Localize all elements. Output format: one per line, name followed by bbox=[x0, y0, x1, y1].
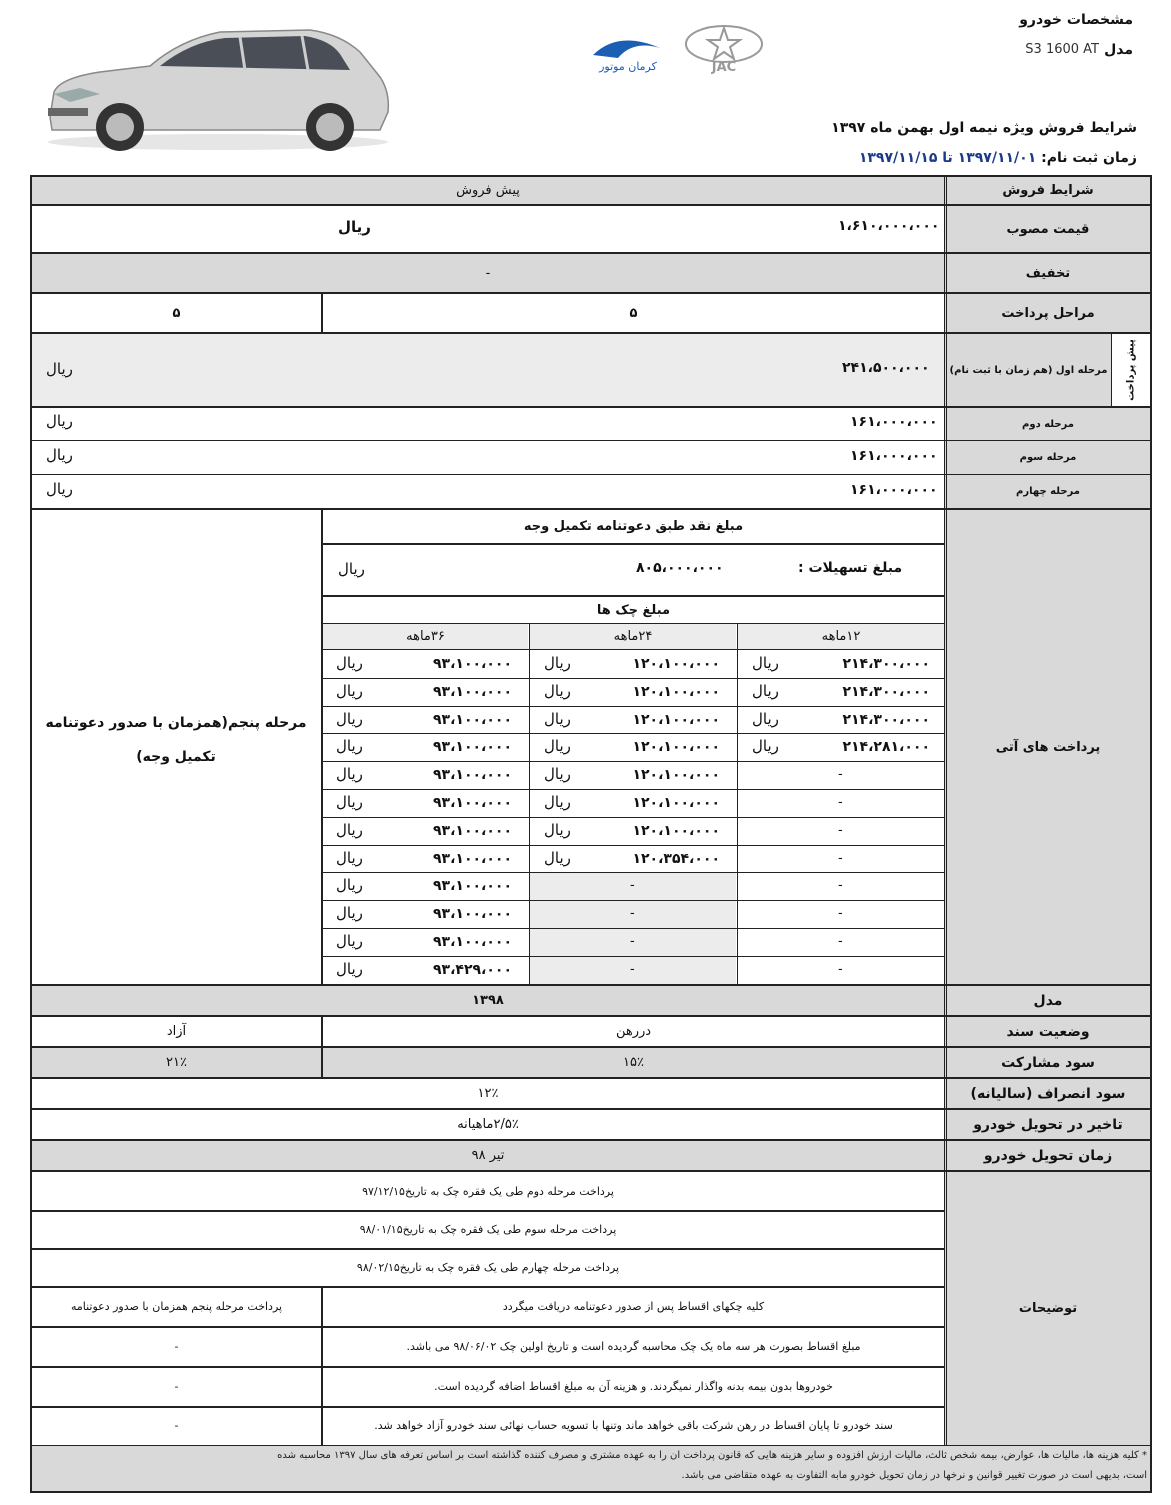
col12-header: ۱۲ماهه bbox=[738, 624, 944, 649]
delay-value: ۲/۵٪ماهیانه bbox=[457, 1117, 519, 1132]
conditions-value: پیش فروش bbox=[32, 177, 944, 204]
prepay-label: پیش پرداخت bbox=[1125, 339, 1137, 401]
check-amount: ۹۳،۱۰۰،۰۰۰ bbox=[433, 767, 512, 784]
check-amount: ۹۳،۱۰۰،۰۰۰ bbox=[433, 850, 512, 867]
stage1-row bbox=[32, 334, 944, 406]
doc-status-a: دررهن bbox=[615, 1024, 652, 1039]
check-amount: ۹۳،۱۰۰،۰۰۰ bbox=[433, 683, 512, 700]
note-side-item: - bbox=[174, 1339, 179, 1353]
check-unit: ریال bbox=[752, 737, 779, 756]
check-amount: ۹۳،۱۰۰،۰۰۰ bbox=[433, 739, 512, 756]
kerman-motor-logo bbox=[588, 30, 668, 75]
check-unit: ریال bbox=[544, 737, 571, 756]
delivery-value: تیر ۹۸ bbox=[32, 1141, 944, 1170]
model-year-label: مدل bbox=[1033, 992, 1063, 1009]
header-title: مشخصات خودرو bbox=[1019, 12, 1133, 28]
check-unit: ریال bbox=[544, 793, 571, 811]
check-amount: ۲۱۴،۲۸۱،۰۰۰ bbox=[842, 739, 930, 756]
price-row bbox=[32, 206, 944, 252]
check-amount: ۹۳،۱۰۰،۰۰۰ bbox=[433, 906, 512, 923]
check-empty: - bbox=[838, 934, 843, 949]
stage2-unit: ریال bbox=[46, 412, 73, 430]
check-unit: ریال bbox=[336, 737, 363, 756]
check-empty: - bbox=[838, 878, 843, 894]
check-empty: - bbox=[838, 850, 843, 866]
check-empty: - bbox=[838, 961, 843, 977]
check-amount: ۱۲۰،۱۰۰،۰۰۰ bbox=[632, 683, 720, 700]
note-item: پرداخت مرحله سوم طی یک فقره چک به تاریخ۹۸/۰۱/۱۵ bbox=[359, 1222, 617, 1236]
model-year-value: ۱۳۹۸ bbox=[32, 986, 944, 1015]
check-amount: ۹۳،۱۰۰،۰۰۰ bbox=[433, 934, 512, 950]
note-item: پرداخت مرحله دوم طی یک فقره چک به تاریخ۹۷/۱۲/۱۵ bbox=[362, 1184, 614, 1198]
stage2-label: مرحله دوم bbox=[1022, 418, 1074, 430]
check-unit: ریال bbox=[336, 876, 363, 895]
check-amount: ۹۳،۴۲۹،۰۰۰ bbox=[433, 961, 512, 978]
note-item: مبلغ اقساط بصورت هر سه ماه یک چک محاسبه گردیده است و تاریخ اولین چک ۹۸/۰۶/۰۲ می باشد. bbox=[406, 1339, 861, 1353]
check-unit: ریال bbox=[336, 932, 363, 950]
check-amount: ۹۳،۱۰۰،۰۰۰ bbox=[433, 878, 512, 895]
stage3-value: ۱۶۱،۰۰۰،۰۰۰ bbox=[850, 448, 938, 464]
check-amount: ۱۲۰،۱۰۰،۰۰۰ bbox=[632, 656, 720, 672]
stage4-value: ۱۶۱،۰۰۰،۰۰۰ bbox=[850, 482, 938, 498]
facility-value: ۸۰۵،۰۰۰،۰۰۰ bbox=[636, 560, 724, 576]
footnote-line1: * کلیه هزینه ها، مالیات ها، عوارض، بیمه شخص ثالث، مالیات ارزش افزوده و سایر هزینه هایی که قانون پرداخت آن را به عهده مشتری و مصرف کننده گذاشته است بر اساس تعرفه های سال ۱۳۹۷ محاسبه شده bbox=[277, 1450, 1147, 1461]
check-empty: - bbox=[630, 961, 635, 977]
check-unit: ریال bbox=[336, 848, 363, 867]
check-amount: ۱۲۰،۱۰۰،۰۰۰ bbox=[632, 822, 720, 839]
check-unit: ریال bbox=[752, 681, 779, 700]
price-label: قیمت مصوب bbox=[1006, 221, 1090, 237]
check-amount: ۲۱۴،۳۰۰،۰۰۰ bbox=[842, 656, 930, 672]
stages-value-b: ۵ bbox=[172, 305, 181, 321]
doc-status-label: وضعیت سند bbox=[1006, 1023, 1090, 1040]
stage1-unit: ریال bbox=[46, 360, 73, 378]
check-unit: ریال bbox=[336, 681, 363, 700]
stage3-label: مرحله سوم bbox=[1019, 452, 1077, 463]
check-unit: ریال bbox=[336, 959, 363, 978]
sale-title: شرایط فروش ویژه نیمه اول بهمن ماه ۱۳۹۷ bbox=[831, 120, 1137, 136]
check-amount: ۹۳،۱۰۰،۰۰۰ bbox=[433, 822, 512, 839]
check-unit: ریال bbox=[336, 709, 363, 728]
check-unit: ریال bbox=[544, 709, 571, 728]
check-unit: ریال bbox=[544, 765, 571, 784]
doc-status-b: آزاد bbox=[166, 1024, 187, 1039]
cash-title: مبلغ نقد طبق دعوتنامه تکمیل وجه bbox=[523, 518, 744, 534]
registration-date: زمان ثبت نام: ۱۳۹۷/۱۱/۰۱ تا ۱۳۹۷/۱۱/۱۵ bbox=[858, 150, 1137, 166]
checks-title: مبلغ چک ها bbox=[596, 602, 671, 618]
check-amount: ۲۱۴،۳۰۰،۰۰۰ bbox=[842, 683, 930, 700]
note-item: کلیه چکهای اقساط پس از صدور دعوتنامه دریافت میگردد bbox=[502, 1299, 765, 1313]
check-amount: ۱۲۰،۱۰۰،۰۰۰ bbox=[632, 767, 720, 784]
check-amount: ۹۳،۱۰۰،۰۰۰ bbox=[433, 711, 512, 728]
check-unit: ریال bbox=[544, 820, 571, 839]
check-amount: ۱۲۰،۱۰۰،۰۰۰ bbox=[632, 711, 720, 728]
check-empty: - bbox=[838, 906, 843, 922]
check-amount: ۱۲۰،۳۵۴،۰۰۰ bbox=[632, 850, 720, 867]
stage1-value: ۲۴۱،۵۰۰،۰۰۰ bbox=[842, 360, 930, 376]
check-unit: ریال bbox=[336, 793, 363, 811]
model-label: مدل bbox=[1104, 42, 1133, 58]
prepay-box bbox=[1112, 334, 1150, 406]
facility-label: مبلغ تسهیلات : bbox=[798, 560, 903, 576]
profit-a: ۱۵٪ bbox=[323, 1048, 944, 1077]
svg-text:کرمان موتور: کرمان موتور bbox=[599, 60, 657, 73]
check-empty: - bbox=[630, 906, 635, 922]
check-unit: ریال bbox=[544, 848, 571, 867]
col24-header: ۲۴ماهه bbox=[530, 624, 736, 649]
note-item: پرداخت مرحله چهارم طی یک فقره چک به تاریخ۹۸/۰۲/۱۵ bbox=[356, 1260, 620, 1274]
stages-label: مراحل پرداخت bbox=[1001, 305, 1095, 321]
check-empty: - bbox=[838, 795, 843, 810]
note-side-item: پرداخت مرحله پنجم همزمان با صدور دعوتنامه bbox=[70, 1299, 283, 1313]
profit-b: ۲۱٪ bbox=[32, 1048, 321, 1077]
notes-label: توضیحات bbox=[1018, 1301, 1078, 1316]
check-unit: ریال bbox=[336, 904, 363, 923]
profit-label: سود مشارکت bbox=[1001, 1054, 1095, 1071]
footnote-line2: است، بدیهی است در صورت تغییر قوانین و نرخها در زمان تحویل خودرو مابه التفاوت به عهده متقاضی می باشد. bbox=[681, 1470, 1147, 1481]
check-amount: ۹۳،۱۰۰،۰۰۰ bbox=[433, 656, 512, 672]
note-item: سند خودرو تا پایان اقساط در رهن شرکت باقی خواهد ماند وتنها با تسویه حساب نهائی سند خودرو آزاد خواهد شد. bbox=[374, 1419, 893, 1432]
discount-label: تخفیف bbox=[1025, 265, 1071, 281]
check-unit: ریال bbox=[752, 654, 779, 672]
check-amount: ۲۱۴،۳۰۰،۰۰۰ bbox=[842, 711, 930, 728]
check-unit: ریال bbox=[336, 820, 363, 839]
facility-unit: ریال bbox=[338, 560, 365, 578]
check-empty: - bbox=[838, 767, 843, 783]
delay-label: تاخیر در تحویل خودرو bbox=[973, 1116, 1123, 1133]
check-unit: ریال bbox=[752, 709, 779, 728]
model-value: S3 1600 AT bbox=[1025, 42, 1099, 57]
stages-value-a: ۵ bbox=[629, 305, 638, 321]
car-image bbox=[40, 22, 395, 154]
future-payments-label: پرداخت های آتی bbox=[995, 739, 1101, 755]
check-empty: - bbox=[838, 822, 843, 838]
cancel-profit-value: ۱۲٪ bbox=[477, 1086, 499, 1101]
check-empty: - bbox=[630, 934, 635, 949]
stage5-label: مرحله پنجم(همزمان با صدور دعوتنامه تکمیل وجه) bbox=[45, 715, 307, 765]
stage4-label: مرحله چهارم bbox=[1016, 486, 1080, 497]
check-amount: ۱۲۰،۱۰۰،۰۰۰ bbox=[632, 739, 720, 756]
check-empty: - bbox=[630, 878, 635, 894]
check-unit: ریال bbox=[336, 654, 363, 672]
stage2-value: ۱۶۱،۰۰۰،۰۰۰ bbox=[850, 414, 938, 430]
discount-value: - bbox=[32, 254, 944, 292]
check-unit: ریال bbox=[336, 765, 363, 784]
col36-header: ۳۶ماهه bbox=[323, 624, 528, 649]
check-unit: ریال bbox=[544, 654, 571, 672]
cancel-profit-label: سود انصراف (سالیانه) bbox=[970, 1085, 1126, 1102]
svg-text:JAC: JAC bbox=[711, 60, 737, 74]
jac-logo bbox=[682, 24, 766, 74]
price-unit: ریال bbox=[338, 218, 371, 236]
note-side-item: - bbox=[174, 1419, 179, 1432]
stage4-unit: ریال bbox=[46, 480, 73, 498]
conditions-label: شرایط فروش bbox=[1002, 183, 1094, 198]
stage3-unit: ریال bbox=[46, 446, 73, 464]
note-side-item: - bbox=[174, 1379, 179, 1393]
price-value: ۱،۶۱۰،۰۰۰،۰۰۰ bbox=[838, 218, 940, 234]
stage1-label: مرحله اول (هم زمان با ثبت نام) bbox=[949, 364, 1108, 376]
note-item: خودروها بدون بیمه بدنه واگذار نمیگردند. و هزینه آن به مبلغ اقساط اضافه گردیده است. bbox=[434, 1379, 833, 1393]
check-unit: ریال bbox=[544, 681, 571, 700]
check-amount: ۱۲۰،۱۰۰،۰۰۰ bbox=[632, 795, 720, 811]
delivery-label: زمان تحویل خودرو bbox=[983, 1147, 1113, 1164]
check-amount: ۹۳،۱۰۰،۰۰۰ bbox=[433, 795, 512, 811]
